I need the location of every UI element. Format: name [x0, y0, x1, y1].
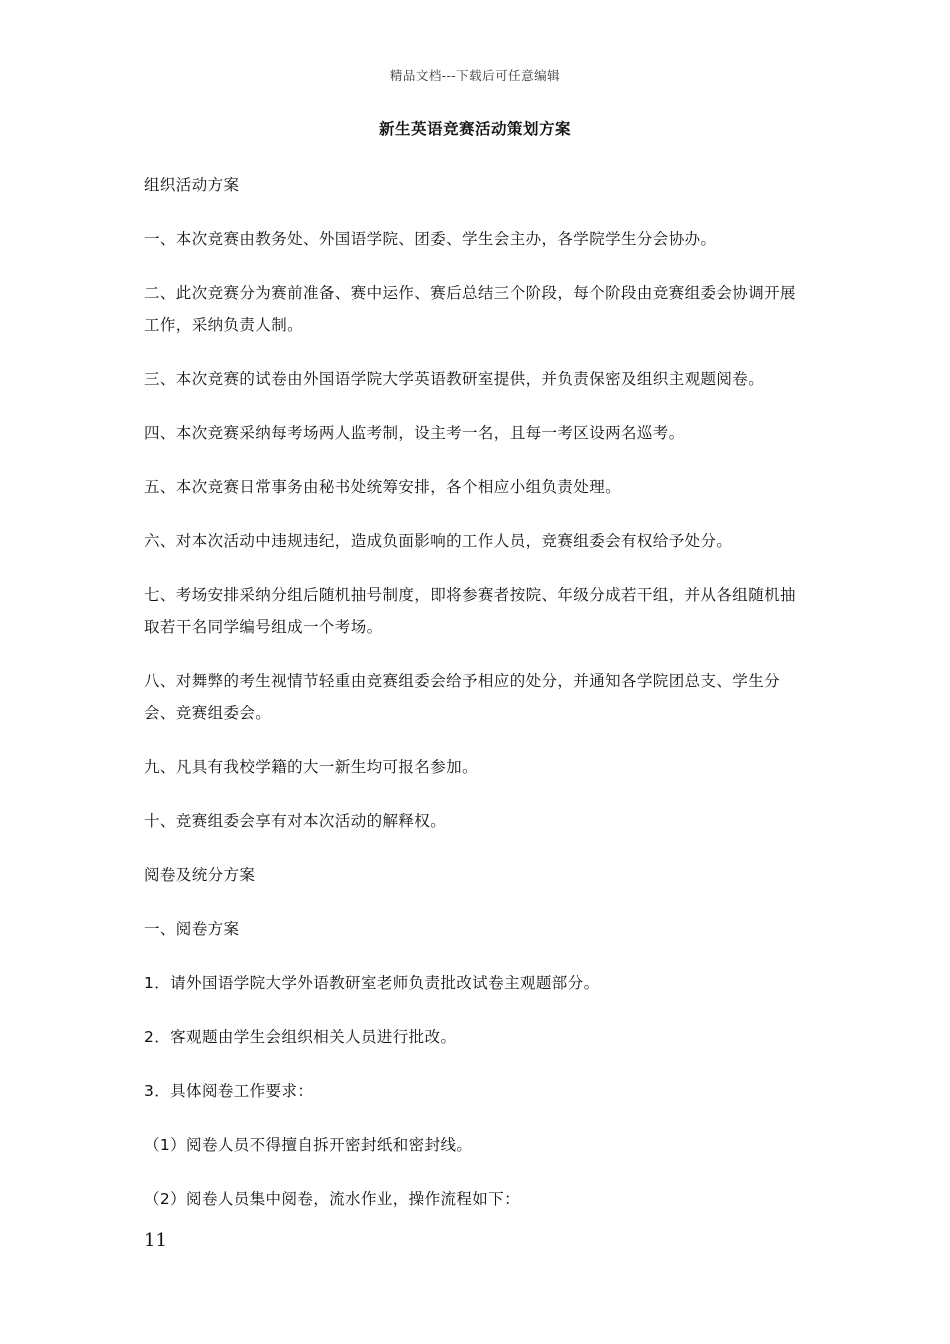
subsection-heading: 一、阅卷方案	[144, 920, 240, 938]
list-item: 2．客观题由学生会组织相关人员进行批改。	[144, 1028, 457, 1046]
paragraph: 一、本次竞赛由教务处、外国语学院、团委、学生会主办，各学院学生分会协办。	[144, 230, 717, 248]
list-item: 3．具体阅卷工作要求：	[144, 1082, 314, 1100]
paragraph: 八、对舞弊的考生视情节轻重由竞赛组委会给予相应的处分，并通知各学院团总支、学生分会、竞赛组委会。	[144, 672, 781, 722]
document-title: 新生英语竞赛活动策划方案	[378, 120, 571, 138]
paragraph: 十、竞赛组委会享有对本次活动的解释权。	[144, 812, 447, 830]
page-number: 11	[144, 1230, 167, 1251]
page-header: 精品文档---下载后可任意编辑	[389, 68, 561, 83]
paragraph: 三、本次竞赛的试卷由外国语学院大学英语教研室提供，并负责保密及组织主观题阅卷。	[144, 370, 765, 388]
section-heading: 阅卷及统分方案	[144, 866, 256, 884]
paragraph: 七、考场安排采纳分组后随机抽号制度，即将参赛者按院、年级分成若干组，并从各组随机抽取若干名同学编号组成一个考场。	[144, 586, 796, 636]
paragraph: 二、此次竞赛分为赛前准备、赛中运作、赛后总结三个阶段，每个阶段由竞赛组委会协调开展工作，采纳负责人制。	[144, 284, 796, 334]
list-item: （1）阅卷人员不得擅自拆开密封纸和密封线。	[144, 1136, 473, 1154]
paragraph: 四、本次竞赛采纳每考场两人监考制，设主考一名，且每一考区设两名巡考。	[144, 424, 685, 442]
paragraph: 五、本次竞赛日常事务由秘书处统筹安排，各个相应小组负责处理。	[144, 478, 622, 496]
document-body	[144, 169, 808, 1237]
section-heading: 组织活动方案	[144, 176, 240, 194]
paragraph: 九、凡具有我校学籍的大一新生均可报名参加。	[144, 758, 478, 776]
list-item: （2）阅卷人员集中阅卷，流水作业，操作流程如下：	[144, 1190, 520, 1208]
paragraph: 六、对本次活动中违规违纪，造成负面影响的工作人员，竞赛组委会有权给予处分。	[144, 532, 733, 550]
list-item: 1．请外国语学院大学外语教研室老师负责批改试卷主观题部分。	[144, 974, 600, 992]
